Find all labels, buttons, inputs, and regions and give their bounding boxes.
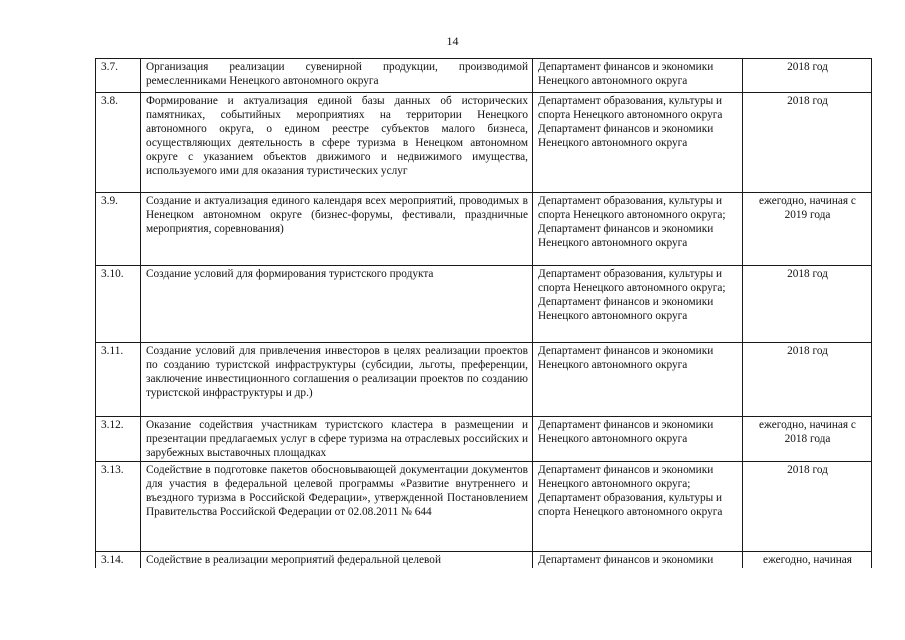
activities-table [95, 58, 872, 568]
responsible-line: Департамент финансов и экономики Ненецкого автономного округа [538, 296, 714, 322]
responsible-line: Департамент образования, культуры и спорта Ненецкого автономного округа; [538, 268, 726, 294]
responsible-line: Департамент финансов и экономики [538, 554, 714, 566]
term-cell: 2018 год [743, 59, 872, 93]
table-row [96, 552, 872, 569]
table-row [96, 266, 872, 343]
term-cell: 2018 год [743, 343, 872, 417]
responsible-cell [533, 343, 743, 417]
activity-cell: Создание условий для привлечения инвесторов в целях реализации проектов по созданию туристской инфраструктуры (субсидии, льготы, преференции, заключение инвестиционного соглашения о реализации проектов по созданию туристской инфраструктуры и др.) [141, 343, 533, 417]
row-number: 3.8. [96, 93, 141, 193]
row-number: 3.12. [96, 417, 141, 462]
row-number: 3.14. [96, 552, 141, 569]
responsible-line: Департамент финансов и экономики Ненецкого автономного округа [538, 345, 714, 371]
activity-cell: Создание и актуализация единого календаря всех мероприятий, проводимых в Ненецком автономном округе (бизнес-форумы, фестивали, праздничные мероприятия, соревнования) [141, 193, 533, 266]
responsible-cell [533, 93, 743, 193]
responsible-line: Департамент финансов и экономики Ненецкого автономного округа [538, 61, 714, 87]
responsible-cell [533, 266, 743, 343]
row-number: 3.9. [96, 193, 141, 266]
term-cell: 2018 год [743, 462, 872, 552]
table-row [96, 93, 872, 193]
responsible-cell [533, 193, 743, 266]
row-number: 3.10. [96, 266, 141, 343]
responsible-line: Департамент финансов и экономики Ненецкого автономного округа; [538, 464, 714, 490]
activity-cell: Создание условий для формирования туристского продукта [141, 266, 533, 343]
table-row [96, 193, 872, 266]
responsible-line: Департамент образования, культуры и спорта Ненецкого автономного округа [538, 492, 723, 518]
row-number: 3.11. [96, 343, 141, 417]
term-cell: 2018 год [743, 93, 872, 193]
responsible-line: Департамент образования, культуры и спорта Ненецкого автономного округа; [538, 195, 726, 221]
activity-cell: Оказание содействия участникам туристского кластера в размещении и презентации предлагаемых услуг в сфере туризма на отраслевых российских и зарубежных выставочных площадках [141, 417, 533, 462]
term-cell: ежегодно, начиная с 2019 года [743, 193, 872, 266]
term-cell: ежегодно, начиная [743, 552, 872, 569]
activity-cell: Формирование и актуализация единой базы данных об исторических памятниках, событийных мероприятиях на территории Ненецкого автономного округа, о едином реестре субъектов малого бизнеса, осуществляющих деятельность в сфере туризма в Ненецком автономном округе с указанием объектов движимого и недвижимого имущества, используемого ими для оказания туристических услуг [141, 93, 533, 193]
row-number: 3.7. [96, 59, 141, 93]
responsible-line: Департамент финансов и экономики Ненецкого автономного округа [538, 123, 714, 149]
table-row [96, 59, 872, 93]
table-row [96, 462, 872, 552]
activity-cell: Организация реализации сувенирной продукции, производимой ремесленниками Ненецкого автономного округа [141, 59, 533, 93]
responsible-cell [533, 462, 743, 552]
responsible-line: Департамент образования, культуры и спорта Ненецкого автономного округа [538, 95, 723, 121]
table-row [96, 417, 872, 462]
responsible-cell [533, 59, 743, 93]
term-cell: ежегодно, начиная с 2018 года [743, 417, 872, 462]
responsible-cell [533, 417, 743, 462]
responsible-line: Департамент финансов и экономики Ненецкого автономного округа [538, 223, 714, 249]
activity-cell: Содействие в подготовке пакетов обосновывающей документации документов для участия в федеральной целевой программы «Развитие внутреннего и въездного туризма в Российской Федерации», утвержденной Постановлением Правительства Российской Федерации от 02.08.2011 № 644 [141, 462, 533, 552]
responsible-cell [533, 552, 743, 569]
table-row [96, 343, 872, 417]
row-number: 3.13. [96, 462, 141, 552]
page-number: 14 [446, 34, 459, 48]
term-cell: 2018 год [743, 266, 872, 343]
responsible-line: Департамент финансов и экономики Ненецкого автономного округа [538, 419, 714, 445]
activity-cell: Содействие в реализации мероприятий федеральной целевой [141, 552, 533, 569]
